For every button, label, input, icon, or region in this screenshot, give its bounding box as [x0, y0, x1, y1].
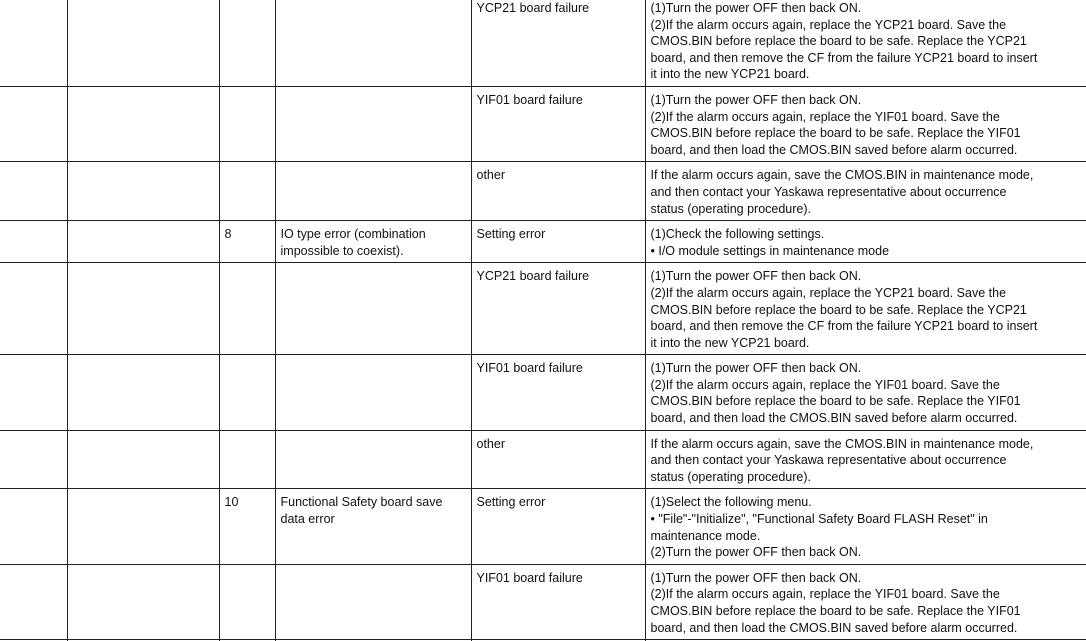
- alarm-code-cell: [219, 433, 275, 489]
- alarm-description-cell: [275, 433, 471, 489]
- remedy-line: (2)If the alarm occurs again, replace the YIF01 board. Save the: [650, 109, 1000, 124]
- table-row: [0, 89, 1086, 162]
- alarm-description-cell: [275, 567, 471, 640]
- table-row: [0, 0, 1086, 86]
- alarm-code-cell: [219, 357, 275, 430]
- category-cell: [0, 567, 67, 640]
- subcategory-cell: [67, 0, 219, 86]
- category-cell: [0, 164, 67, 220]
- remedy-line: status (operating procedure).: [650, 201, 812, 216]
- remedy-line: If the alarm occurs again, save the CMOS.BIN in maintenance mode,: [650, 168, 1034, 183]
- remedy-line: board, and then remove the CF from the failure YCP21 board to insert: [650, 50, 1038, 65]
- subcategory-cell: [67, 223, 219, 263]
- cause-cell: Setting error: [471, 491, 645, 564]
- remedy-cell: [645, 89, 1086, 162]
- remedy-line: and then contact your Yaskawa representative about occurrence: [650, 453, 1007, 468]
- subcategory-cell: [67, 491, 219, 564]
- table-row: [0, 223, 1086, 263]
- remedy-line: CMOS.BIN before replace the board to be safe. Replace the YIF01: [650, 126, 1021, 141]
- alarm-code-cell: [219, 164, 275, 220]
- remedy-line: it into the new YCP21 board.: [650, 67, 810, 82]
- remedy-line: it into the new YCP21 board.: [650, 335, 810, 350]
- remedy-line: (1)Turn the power OFF then back ON.: [650, 1, 862, 15]
- alarm-description-cell: [275, 265, 471, 354]
- remedy-line: (1)Select the following menu.: [650, 495, 812, 510]
- alarm-description-cell: [275, 164, 471, 220]
- cause-cell: Setting error: [471, 223, 645, 263]
- alarm-description-cell: [275, 357, 471, 430]
- remedy-line: (2)If the alarm occurs again, replace the YIF01 board. Save the: [650, 587, 1000, 602]
- remedy-line: board, and then load the CMOS.BIN saved before alarm occurred.: [650, 142, 1018, 157]
- subcategory-cell: [67, 265, 219, 354]
- category-cell: [0, 357, 67, 430]
- remedy-line: (1)Check the following settings.: [650, 227, 825, 242]
- remedy-line: If the alarm occurs again, save the CMOS.BIN in maintenance mode,: [650, 436, 1034, 451]
- remedy-line: CMOS.BIN before replace the board to be safe. Replace the YIF01: [650, 604, 1021, 618]
- alarm-code-cell: [219, 567, 275, 640]
- cause-cell: YCP21 board failure: [471, 0, 645, 86]
- remedy-cell: [645, 223, 1086, 263]
- subcategory-cell: [67, 357, 219, 430]
- remedy-line: • "File"-"Initialize", "Functional Safety Board FLASH Reset" in: [650, 512, 988, 527]
- alarm-description-cell: IO type error (combination impossible to coexist).: [275, 223, 471, 263]
- table-row: [0, 357, 1086, 430]
- alarm-code-cell: [219, 89, 275, 162]
- category-cell: [0, 265, 67, 354]
- alarm-code-cell: [219, 0, 275, 86]
- table-row: [0, 491, 1086, 564]
- cause-cell: YCP21 board failure: [471, 265, 645, 354]
- remedy-cell: [645, 164, 1086, 220]
- alarm-code-cell: [219, 265, 275, 354]
- remedy-line: (2)If the alarm occurs again, replace the YCP21 board. Save the: [650, 285, 1007, 300]
- remedy-cell: [645, 433, 1086, 489]
- remedy-line: board, and then load the CMOS.BIN saved before alarm occurred.: [650, 411, 1018, 426]
- cause-cell: YIF01 board failure: [471, 89, 645, 162]
- alarm-description-cell: [275, 89, 471, 162]
- subcategory-cell: [67, 433, 219, 489]
- remedy-cell: [645, 0, 1086, 86]
- cause-cell: YIF01 board failure: [471, 357, 645, 430]
- subcategory-cell: [67, 567, 219, 640]
- table-row: [0, 433, 1086, 489]
- remedy-line: board, and then load the CMOS.BIN saved before alarm occurred.: [650, 620, 1018, 635]
- category-cell: [0, 223, 67, 263]
- remedy-line: (1)Turn the power OFF then back ON.: [650, 92, 862, 107]
- table-row: [0, 567, 1086, 640]
- category-cell: [0, 89, 67, 162]
- table-row: [0, 265, 1086, 354]
- remedy-cell: [645, 265, 1086, 354]
- remedy-line: (1)Turn the power OFF then back ON.: [650, 570, 862, 585]
- cause-cell: other: [471, 164, 645, 220]
- subcategory-cell: [67, 89, 219, 162]
- remedy-line: (2)Turn the power OFF then back ON.: [650, 545, 862, 560]
- category-cell: [0, 433, 67, 489]
- remedy-line: board, and then remove the CF from the failure YCP21 board to insert: [650, 319, 1038, 334]
- remedy-line: (2)If the alarm occurs again, replace the YIF01 board. Save the: [650, 377, 1000, 392]
- remedy-line: CMOS.BIN before replace the board to be safe. Replace the YIF01: [650, 394, 1021, 409]
- table-row: [0, 164, 1086, 220]
- remedy-line: CMOS.BIN before replace the board to be safe. Replace the YCP21: [650, 34, 1027, 49]
- cause-cell: other: [471, 433, 645, 489]
- alarm-code-cell: 8: [219, 223, 275, 263]
- remedy-line: CMOS.BIN before replace the board to be safe. Replace the YCP21: [650, 302, 1027, 317]
- remedy-cell: [645, 491, 1086, 564]
- remedy-line: • I/O module settings in maintenance mode: [650, 243, 890, 258]
- subcategory-cell: [67, 164, 219, 220]
- remedy-line: and then contact your Yaskawa representative about occurrence: [650, 184, 1007, 199]
- remedy-cell: [645, 567, 1086, 640]
- cause-cell: YIF01 board failure: [471, 567, 645, 640]
- alarm-description-cell: [275, 0, 471, 86]
- remedy-line: (1)Turn the power OFF then back ON.: [650, 269, 862, 284]
- remedy-line: (1)Turn the power OFF then back ON.: [650, 361, 862, 376]
- category-cell: [0, 0, 67, 86]
- alarm-description-cell: Functional Safety board save data error: [275, 491, 471, 564]
- remedy-line: status (operating procedure).: [650, 469, 812, 484]
- remedy-line: (2)If the alarm occurs again, replace the YCP21 board. Save the: [650, 17, 1007, 32]
- alarm-code-cell: 10: [219, 491, 275, 564]
- remedy-cell: [645, 357, 1086, 430]
- category-cell: [0, 491, 67, 564]
- remedy-line: maintenance mode.: [650, 528, 761, 543]
